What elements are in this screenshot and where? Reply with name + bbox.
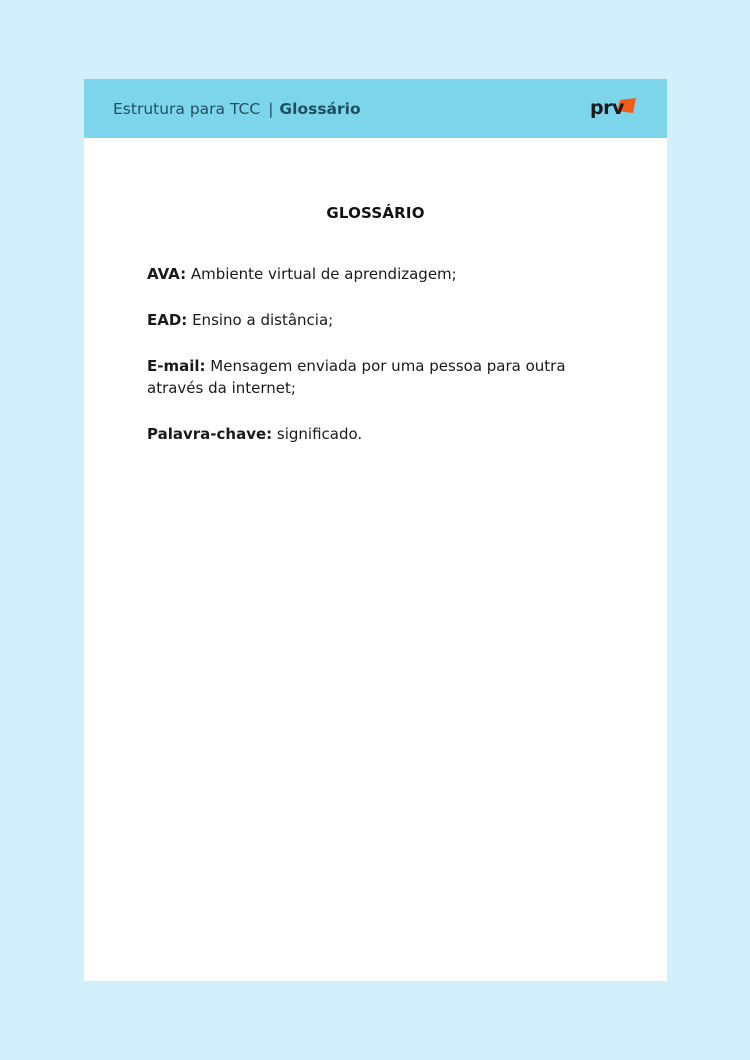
glossary-entry xyxy=(147,263,577,285)
glossary-entry xyxy=(147,355,577,399)
breadcrumb-current: Glossário xyxy=(279,100,361,118)
glossary-term: AVA: xyxy=(147,265,187,283)
breadcrumb-separator: | xyxy=(268,100,274,118)
logo-text: prv xyxy=(590,97,624,119)
glossary-definition: Ambiente virtual de aprendizagem; xyxy=(186,265,457,283)
breadcrumb-parent: Estrutura para TCC xyxy=(113,100,261,118)
glossary-entry xyxy=(147,309,577,331)
header-bar xyxy=(84,79,667,138)
brand-logo xyxy=(590,98,638,120)
glossary-definition: Ensino a distância; xyxy=(187,311,334,329)
glossary-list xyxy=(147,263,577,469)
glossary-term: Palavra-chave: xyxy=(147,425,273,443)
breadcrumb xyxy=(113,99,361,119)
glossary-definition: significado. xyxy=(272,425,363,443)
glossary-entry xyxy=(147,423,577,445)
glossary-term: EAD: xyxy=(147,311,188,329)
document-page xyxy=(84,79,667,981)
glossary-term: E-mail: xyxy=(147,357,206,375)
page-title: GLOSSÁRIO xyxy=(326,204,425,222)
glossary-definition: Mensagem enviada por uma pessoa para outra através da internet; xyxy=(147,357,566,397)
